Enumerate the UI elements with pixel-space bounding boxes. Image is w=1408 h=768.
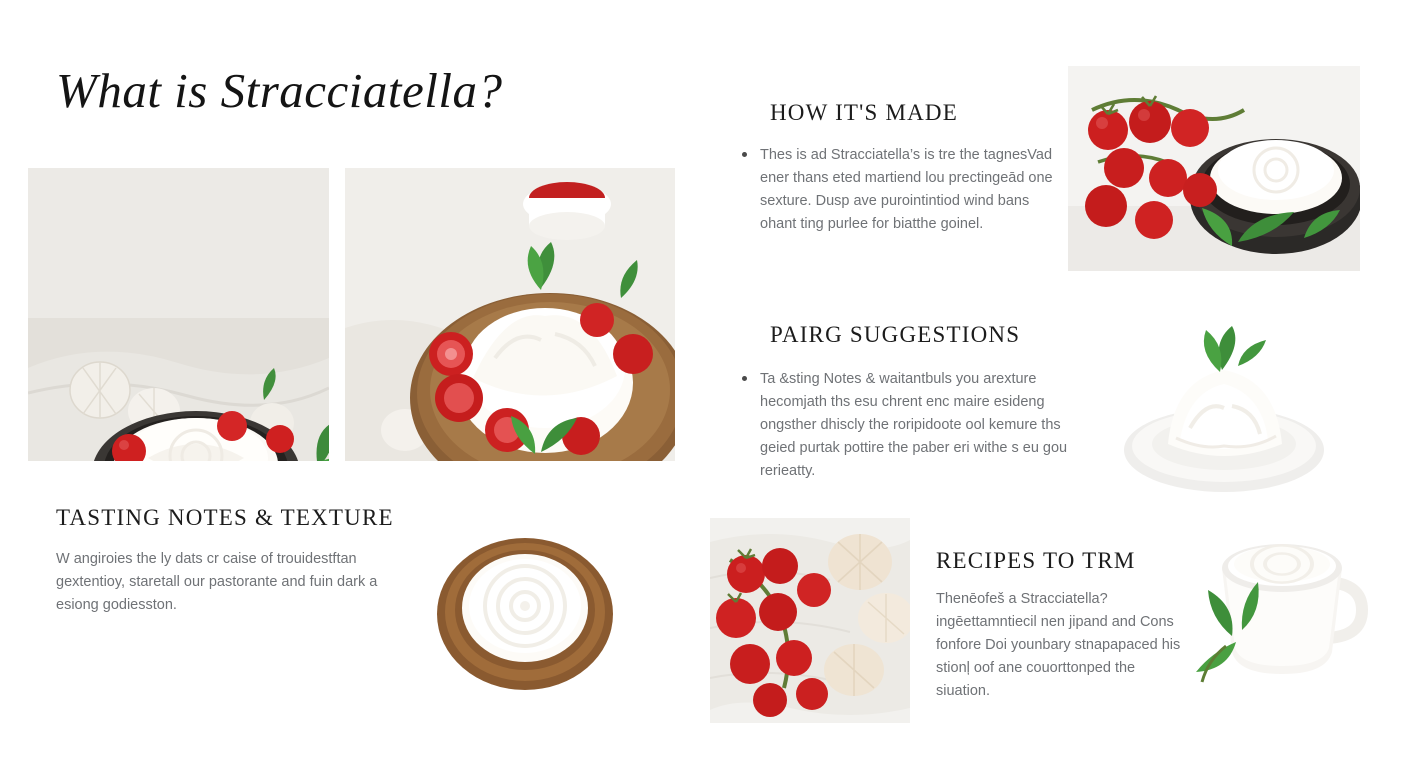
- stracciatella-bowl-with-garlic-photo: [28, 168, 329, 461]
- stracciatella-rustic-wooden-bowl-photo: [430, 528, 620, 693]
- bullet-dot-icon: [742, 152, 747, 157]
- pairing-suggestions-heading: PAIRG SUGGESTIONS: [770, 322, 1021, 347]
- tomatoes-and-onions-photo: [710, 518, 910, 723]
- tasting-notes-heading: TASTING NOTES & TEXTURE: [56, 505, 394, 530]
- pairing-suggestions-body: Ta &sting Notes & waitantbuls you arexture hecomjath ths esu chrent enc maire esideng ongsther dhiscly the roripidoote ool kemure ths geied purtak pottire the paber eri withe s eu gou rerieatty.: [760, 371, 1068, 479]
- stracciatella-plated-mound-photo: [1112, 322, 1337, 507]
- how-its-made-body: Thes is ad Stracciatella’s is tre the tagnesVad ener thans eted martiend lou prectingeād one sexture. Dusp ave purointintiod wind bans ohant ting purlee for biatthe goinel.: [760, 147, 1053, 232]
- recipes-to-try-body: Thenēofeš a Stracciatella? ingēettamntiecil nen jipand and Cons fonfore Doi younbary stnapapaced his stionļ oof ane couorttonped the siuation.: [936, 591, 1181, 699]
- stracciatella-tomato-vine-photo: [1068, 66, 1360, 271]
- stracciatella-cup-with-basil-photo: [1186, 520, 1376, 700]
- pairing-suggestions-block: [740, 368, 1090, 483]
- bullet-dot-icon: [742, 376, 747, 381]
- stracciatella-wooden-board-photo: [345, 168, 675, 461]
- recipes-to-try-heading: RECIPES TO TRM: [936, 548, 1136, 573]
- tasting-notes-body: W angiroies the ly dats cr caise of trouidestftan gextentioy, staretall our pastorante and fuin dark a esiong godiesston.: [56, 551, 378, 613]
- how-its-made-heading: HOW IT'S MADE: [770, 100, 958, 125]
- how-its-made-block: [740, 144, 1060, 236]
- page-title: What is Stracciatella?: [56, 63, 503, 118]
